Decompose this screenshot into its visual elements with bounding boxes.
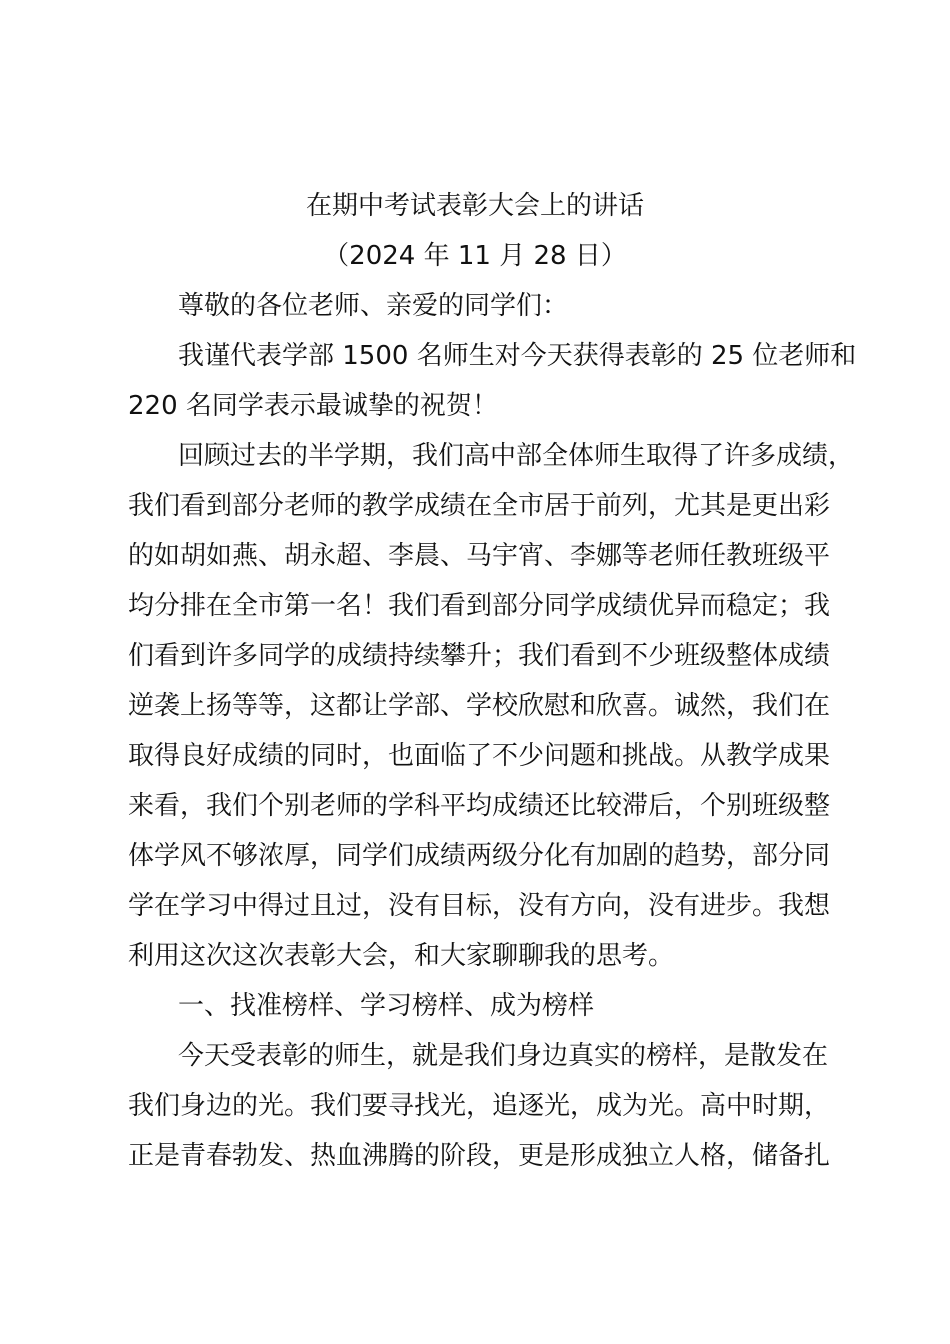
document-title: 在期中考试表彰大会上的讲话 [305, 191, 644, 221]
paragraph-line: 学在学习中得过且过，没有目标，没有方向，没有进步。我想 [128, 891, 831, 921]
salutation: 尊敬的各位老师、亲爱的同学们： [178, 291, 569, 321]
paragraph-line: 来看，我们个别老师的学科平均成绩还比较滞后，个别班级整 [128, 791, 831, 821]
paragraph-line: 我谨代表学部 1500 名师生对今天获得表彰的 25 位老师和 [178, 341, 857, 371]
paragraph-line: 今天受表彰的师生，就是我们身边真实的榜样，是散发在 [178, 1041, 829, 1071]
paragraph-line: 正是青春勃发、热血沸腾的阶段，更是形成独立人格，储备扎 [128, 1141, 831, 1171]
paragraph-line: 取得良好成绩的同时，也面临了不少问题和挑战。从教学成果 [128, 741, 831, 771]
paragraph-line: 我们身边的光。我们要寻找光，追逐光，成为光。高中时期， [128, 1091, 831, 1121]
paragraph-line: 逆袭上扬等等，这都让学部、学校欣慰和欣喜。诚然，我们在 [128, 691, 831, 721]
paragraph-line: 220 名同学表示最诚挚的祝贺！ [128, 391, 498, 421]
section-heading: 一、找准榜样、学习榜样、成为榜样 [178, 991, 595, 1021]
paragraph-line: 们看到许多同学的成绩持续攀升；我们看到不少班级整体成绩 [128, 641, 831, 671]
paragraph-line: 体学风不够浓厚，同学们成绩两级分化有加剧的趋势，部分同 [128, 841, 831, 871]
paragraph-line: 的如胡如燕、胡永超、李晨、马宇宵、李娜等老师任教班级平 [128, 541, 831, 571]
paragraph-line: 利用这次这次表彰大会，和大家聊聊我的思考。 [128, 941, 675, 971]
paragraph-line: 回顾过去的半学期，我们高中部全体师生取得了许多成绩， [178, 441, 855, 471]
document-date: （2024 年 11 月 28 日） [323, 241, 627, 271]
paragraph-line: 均分排在全市第一名！我们看到部分同学成绩优异而稳定；我 [128, 591, 831, 621]
paragraph-line: 我们看到部分老师的教学成绩在全市居于前列，尤其是更出彩 [128, 491, 831, 521]
